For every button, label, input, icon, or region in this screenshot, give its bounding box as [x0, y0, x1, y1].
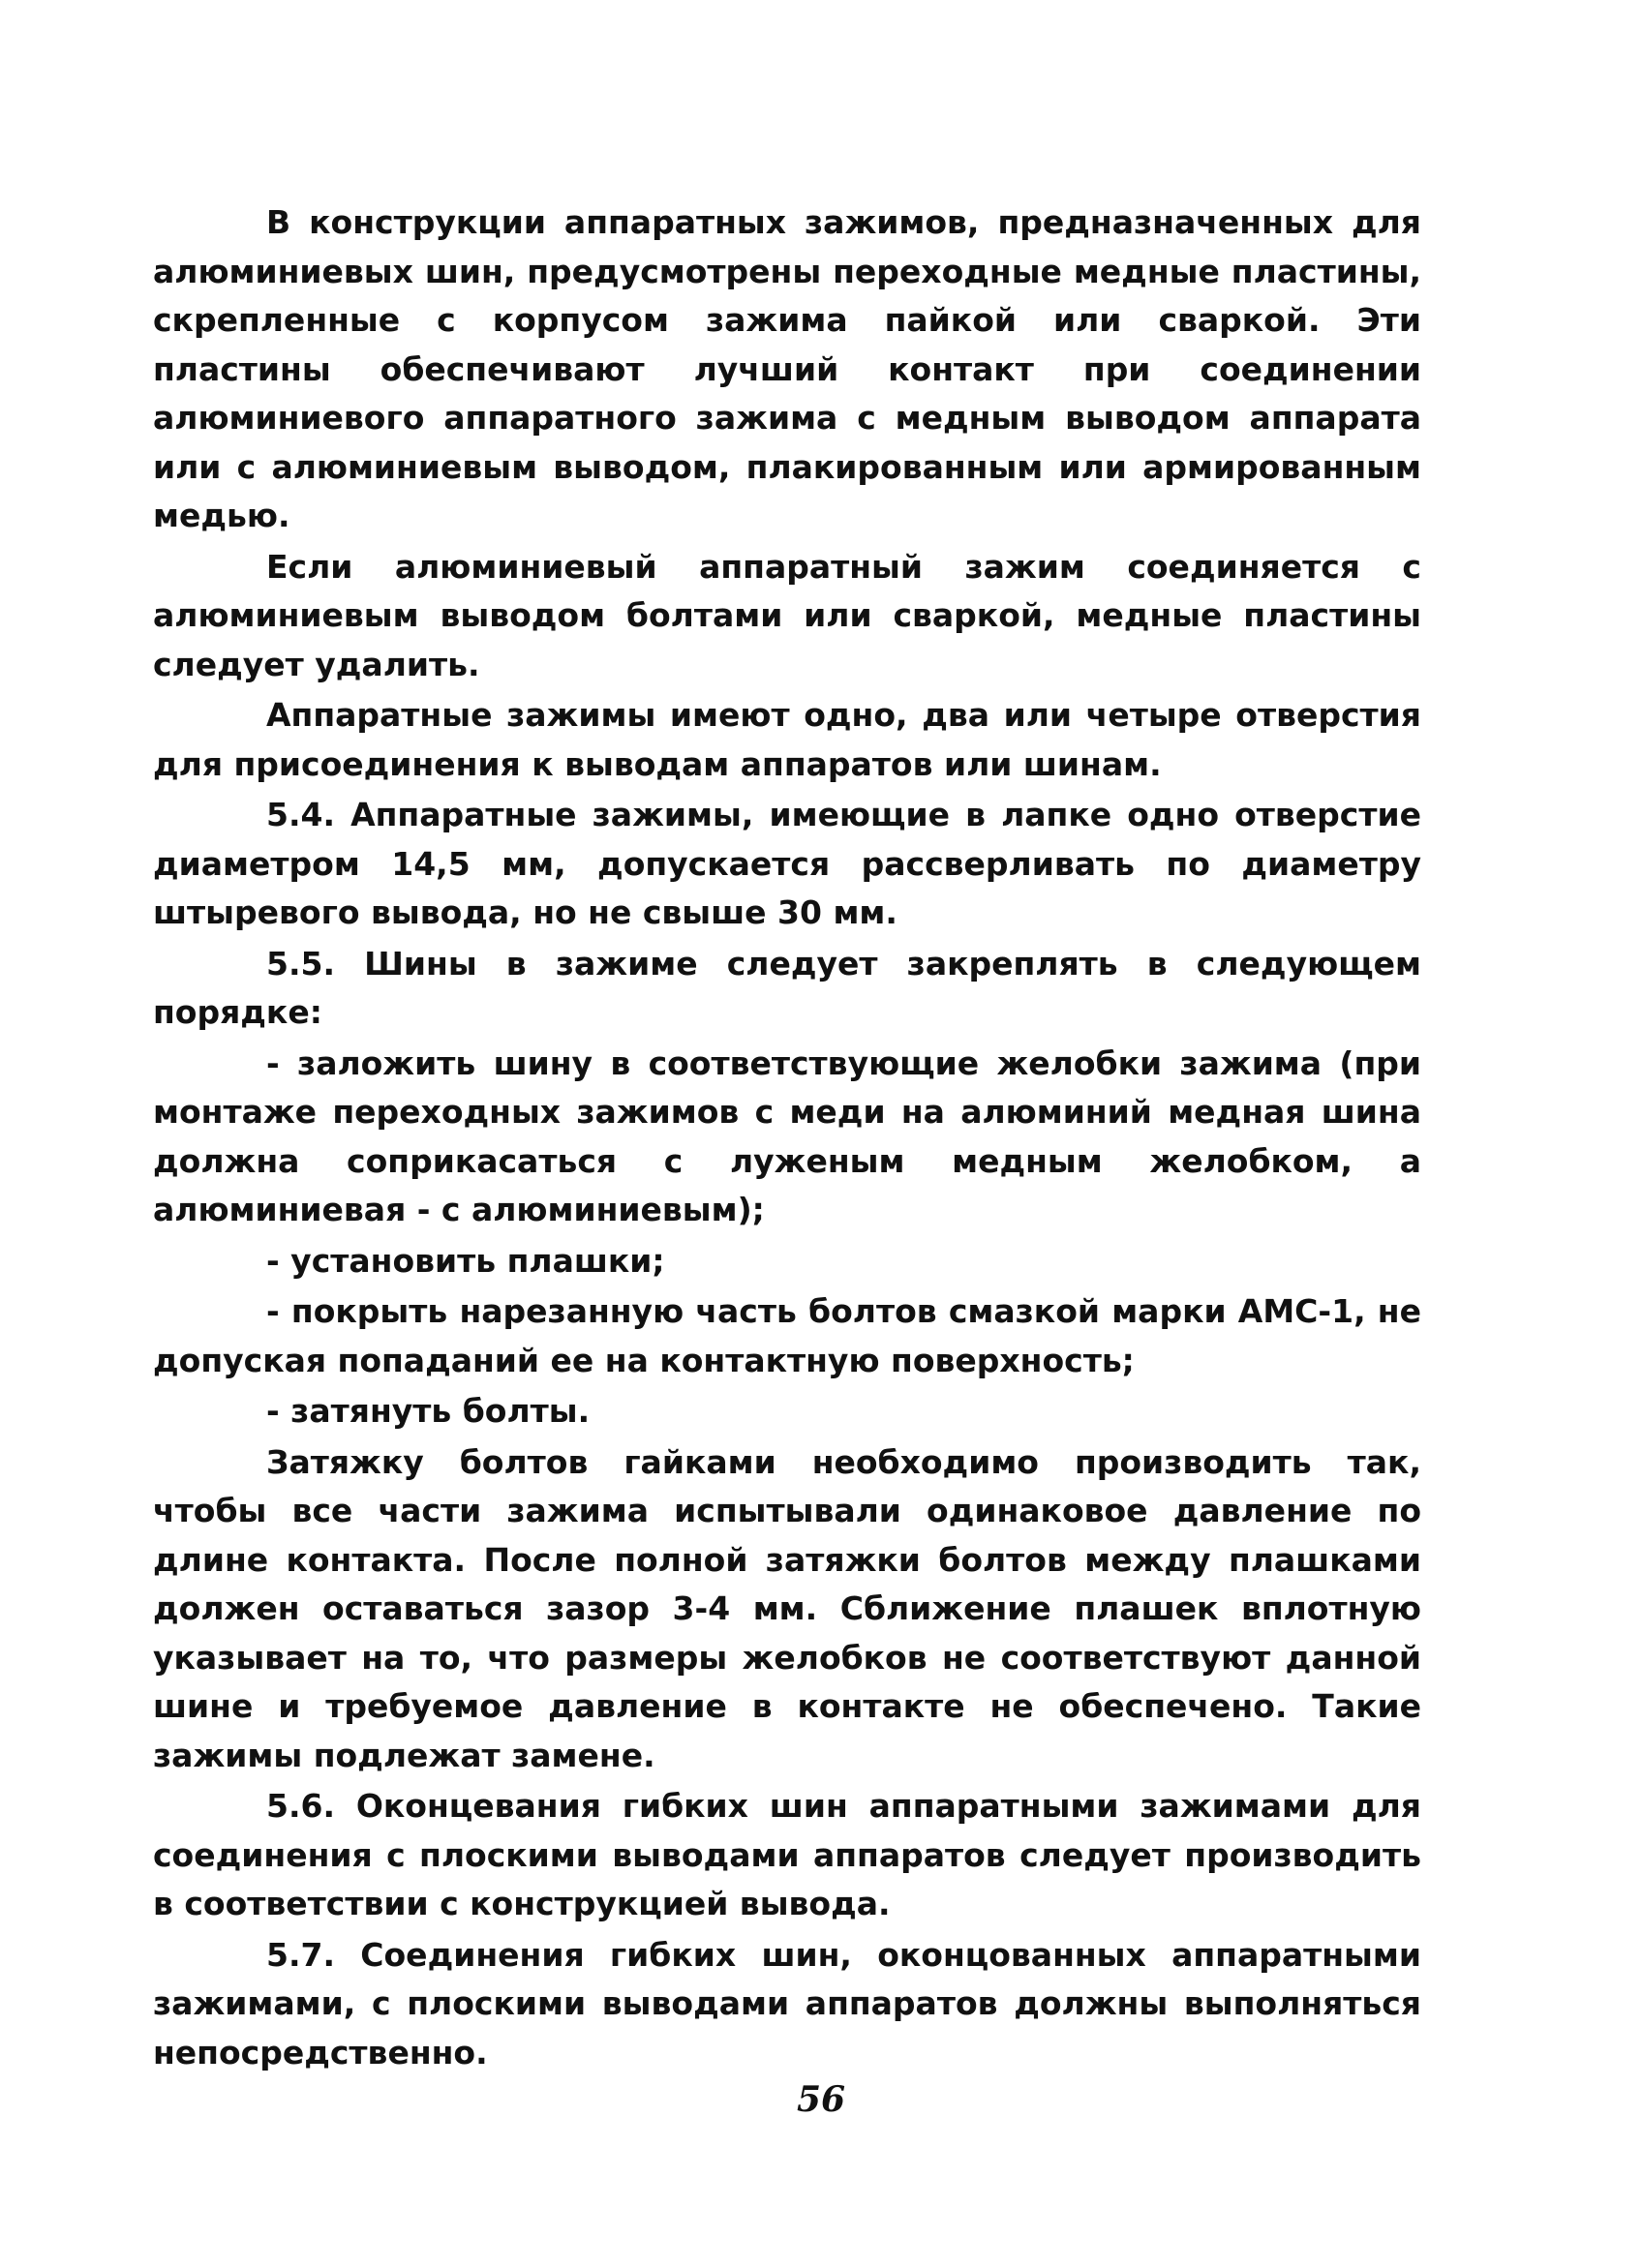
list-item-tighten-bolts: - затянуть болты.	[266, 1392, 591, 1430]
list-item-install-plates: - установить плашки;	[266, 1241, 665, 1280]
list-item-place-busbar: - заложить шину в соответствующие желобки зажима (при монтаже переходных зажимов с меди на алюминий медная шина должна соприкасаться с луженым медным желобком, а алюминиевая - с алюминиевым);	[153, 1043, 1421, 1228]
paragraph-remove-copper-plates: Если алюминиевый аппаратный зажим соединяется с алюминиевым выводом болтами или сваркой, медные пластины следует удалить.	[153, 547, 1421, 683]
paragraph-section-5-4: 5.4. Аппаратные зажимы, имеющие в лапке одно отверстие диаметром 14,5 мм, допускается рассверливать по диаметру штыревого вывода, но не свыше 30 мм.	[153, 796, 1421, 931]
list-item-grease-bolts: - покрыть нарезанную часть болтов смазкой марки АМС-1, не допуская попаданий ее на контактную поверхность;	[153, 1292, 1421, 1379]
paragraph-aluminum-busbar-clamps: В конструкции аппаратных зажимов, предназначенных для алюминиевых шин, предусмотрены переходные медные пластины, скрепленные с корпусом зажима пайкой или сваркой. Эти пластины обеспечивают лучший контакт при соединении алюминиевого аппаратного зажима с медным выводом аппарата или с алюминиевым выводом, плакированным или армированным медью.	[153, 203, 1421, 534]
paragraph-section-5-7: 5.7. Соединения гибких шин, оконцованных аппаратными зажимами, с плоскими выводами аппаратов должны выполняться непосредственно.	[153, 1935, 1421, 2071]
paragraph-section-5-5: 5.5. Шины в зажиме следует закреплять в следующем порядке:	[153, 944, 1421, 1031]
paragraph-section-5-6: 5.6. Оконцевания гибких шин аппаратными зажимами для соединения с плоскими выводами аппаратов следует производить в соответствии с конструкцией вывода.	[153, 1787, 1421, 1922]
body-text	[153, 198, 1421, 2079]
page-number: 56	[796, 2079, 846, 2120]
paragraph-bolt-tightening: Затяжку болтов гайками необходимо производить так, чтобы все части зажима испытывали одинаковое давление по длине контакта. После полной затяжки болтов между плашками должен оставаться зазор 3-4 мм. Сближение плашек вплотную указывает на то, что размеры желобков не соответствуют данной шине и требуемое давление в контакте не обеспечено. Такие зажимы подлежат замене.	[153, 1442, 1421, 1774]
paragraph-clamp-holes: Аппаратные зажимы имеют одно, два или четыре отверстия для присоединения к выводам аппаратов или шинам.	[153, 696, 1421, 783]
